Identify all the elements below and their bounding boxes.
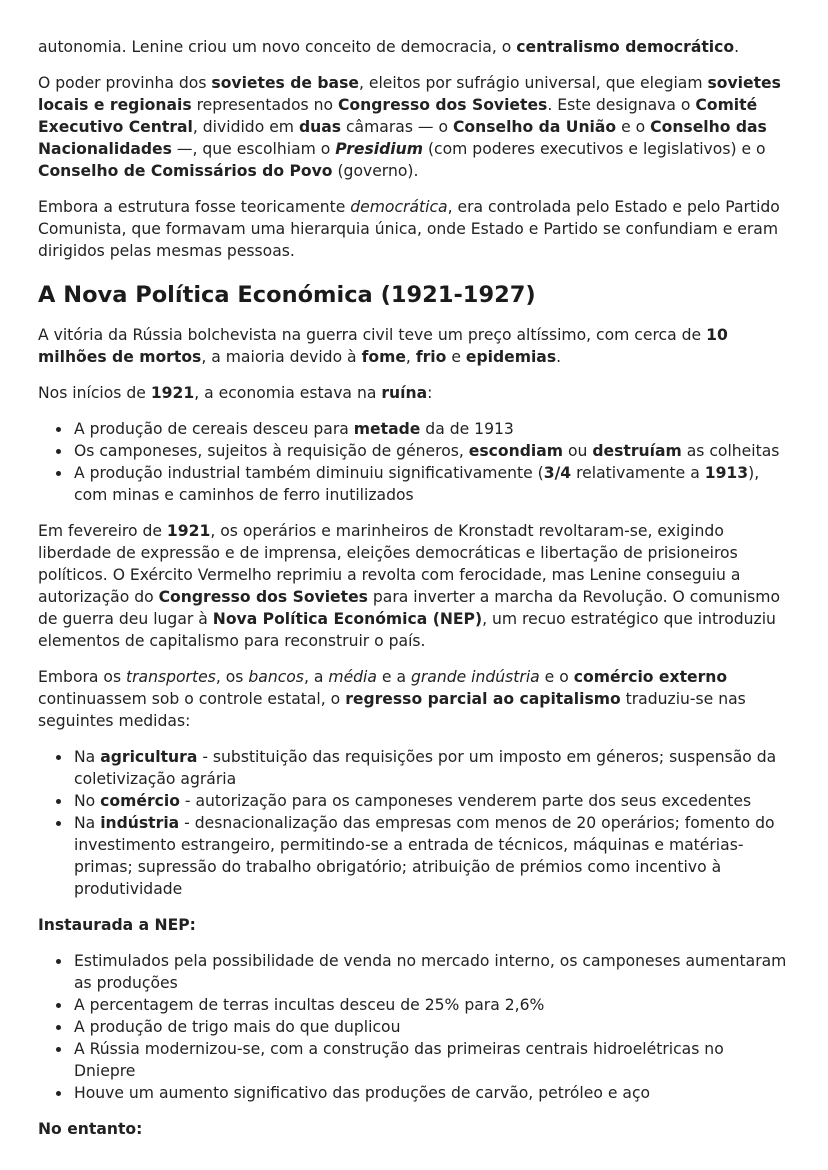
- text-run: 3/4: [543, 464, 572, 482]
- section-heading: [38, 280, 790, 310]
- text-run: comércio: [100, 792, 180, 810]
- text-run: (com poderes executivos e legislativos) e o: [423, 140, 766, 158]
- text-run: Embora a estrutura fosse teoricamente: [38, 198, 351, 216]
- paragraph: [38, 666, 790, 732]
- text-run: Estimulados pela possibilidade de venda no mercado interno, os camponeses aumentaram as produções: [74, 952, 787, 992]
- list-item: [72, 462, 790, 506]
- text-run: Os camponeses, sujeitos à requisição de géneros,: [74, 442, 469, 460]
- text-run: para inverter a marcha da Revolução. O comunismo de guerra deu lugar à: [38, 588, 781, 628]
- list-item: [72, 812, 790, 900]
- text-run: fome: [361, 348, 406, 366]
- text-run: Na: [74, 814, 101, 832]
- text-run: comércio externo: [573, 668, 728, 686]
- text-run: Conselho das Nacionalidades: [38, 118, 767, 158]
- text-run: democrática: [350, 198, 448, 216]
- paragraph: [38, 382, 790, 404]
- text-run: , um recuo estratégico que introduziu elementos de capitalismo para reconstruir o país.: [38, 610, 776, 650]
- text-run: Presidium: [335, 140, 423, 158]
- text-run: A vitória da Rússia bolchevista na guerra civil teve um preço altíssimo, com cerca de: [38, 326, 707, 344]
- text-run: e: [446, 348, 466, 366]
- text-run: Conselho de Comissários do Povo: [38, 162, 333, 180]
- text-run: bancos: [248, 668, 304, 686]
- text-run: indústria: [100, 814, 180, 832]
- text-run: .: [556, 348, 562, 366]
- text-run: , a maioria devido à: [201, 348, 362, 366]
- paragraph: [38, 72, 790, 182]
- paragraph: [38, 914, 790, 936]
- paragraph: [38, 1118, 790, 1140]
- list-item: [72, 994, 790, 1016]
- text-run: .: [734, 38, 740, 56]
- text-run: Embora os: [38, 668, 127, 686]
- bullet-list: [38, 418, 790, 506]
- text-run: A Nova Política Económica (1921-1927): [38, 282, 536, 308]
- text-run: Houve um aumento significativo das produções de carvão, petróleo e aço: [74, 1084, 651, 1102]
- text-run: A Rússia modernizou-se, com a construção das primeiras centrais hidroelétricas no Dniepre: [74, 1040, 724, 1080]
- text-run: ruína: [381, 384, 428, 402]
- text-run: duas: [298, 118, 342, 136]
- text-run: , a economia estava na: [194, 384, 382, 402]
- text-run: metade: [353, 420, 421, 438]
- text-run: centralismo democrático: [516, 38, 735, 56]
- text-run: agricultura: [100, 748, 198, 766]
- paragraph: [38, 324, 790, 368]
- text-run: ,: [405, 348, 416, 366]
- text-run: ), com minas e caminhos de ferro inutilizados: [74, 464, 760, 504]
- list-item: [72, 440, 790, 462]
- text-run: , os: [215, 668, 249, 686]
- text-run: (governo).: [332, 162, 419, 180]
- text-run: - autorização para os camponeses venderem parte dos seus excedentes: [179, 792, 752, 810]
- text-run: , eleitos por sufrágio universal, que elegiam: [358, 74, 708, 92]
- text-run: transportes: [126, 668, 216, 686]
- text-run: O poder provinha dos: [38, 74, 212, 92]
- text-run: —, que escolhiam o: [171, 140, 336, 158]
- text-run: A produção de trigo mais do que duplicou: [74, 1018, 401, 1036]
- text-run: ou: [563, 442, 593, 460]
- text-run: 1921: [166, 522, 211, 540]
- text-run: :: [427, 384, 433, 402]
- paragraph: [38, 196, 790, 262]
- text-run: Congresso dos Sovietes: [158, 588, 368, 606]
- text-run: regresso parcial ao capitalismo: [345, 690, 621, 708]
- list-item: [72, 418, 790, 440]
- text-run: A produção industrial também diminuiu significativamente (: [74, 464, 544, 482]
- list-item: [72, 746, 790, 790]
- text-run: - substituição das requisições por um imposto em géneros; suspensão da coletivização agrária: [74, 748, 777, 788]
- list-item: [72, 790, 790, 812]
- text-run: Nova Política Económica (NEP): [212, 610, 483, 628]
- bullet-list: [38, 746, 790, 900]
- text-run: , a: [303, 668, 329, 686]
- paragraph: [38, 36, 790, 58]
- text-run: traduziu-se nas seguintes medidas:: [38, 690, 746, 730]
- text-run: 1913: [704, 464, 749, 482]
- text-run: Nos inícios de: [38, 384, 151, 402]
- text-run: , os operários e marinheiros de Kronstadt revoltaram-se, exigindo liberdade de expressão e de imprensa, eleições democráticas e libertação de prisioneiros políticos. O Exército Vermelho reprimiu a revolta com ferocidade, mas Lenine conseguiu a autorização do: [38, 522, 741, 606]
- text-run: - desnacionalização das empresas com menos de 20 operários; fomento do investimento estrangeiro, permitindo-se a entrada de técnicos, máquinas e matérias-primas; supressão do trabalho obrigatório; atribuição de prémios como incentivo à produtividade: [74, 814, 775, 898]
- list-item: [72, 1038, 790, 1082]
- text-run: sovietes de base: [211, 74, 359, 92]
- text-run: Na: [74, 748, 101, 766]
- text-run: , dividido em: [192, 118, 299, 136]
- text-run: e o: [616, 118, 651, 136]
- text-run: câmaras — o: [341, 118, 453, 136]
- list-item: [72, 1082, 790, 1104]
- text-run: e o: [539, 668, 574, 686]
- text-run: destruíam: [592, 442, 682, 460]
- text-run: frio: [415, 348, 447, 366]
- text-run: e a: [376, 668, 411, 686]
- list-item: [72, 950, 790, 994]
- text-run: No: [74, 792, 101, 810]
- text-run: Conselho da União: [452, 118, 617, 136]
- text-run: 1921: [150, 384, 195, 402]
- list-item: [72, 1016, 790, 1038]
- bullet-list: [38, 950, 790, 1104]
- text-run: grande indústria: [410, 668, 540, 686]
- text-run: A produção de cereais desceu para: [74, 420, 354, 438]
- text-run: continuassem sob o controle estatal, o: [38, 690, 346, 708]
- text-run: Congresso dos Sovietes: [337, 96, 548, 114]
- text-run: epidemias: [465, 348, 557, 366]
- text-run: Em fevereiro de: [38, 522, 167, 540]
- text-run: as colheitas: [681, 442, 780, 460]
- text-run: da de 1913: [420, 420, 514, 438]
- text-run: escondiam: [468, 442, 563, 460]
- text-run: sovietes locais e regionais: [38, 74, 781, 114]
- text-run: Comité Executivo Central: [38, 96, 758, 136]
- text-run: autonomia. Lenine criou um novo conceito de democracia, o: [38, 38, 517, 56]
- text-run: 10 milhões de mortos: [38, 326, 728, 366]
- text-run: . Este designava o: [547, 96, 696, 114]
- text-run: No entanto:: [38, 1120, 143, 1138]
- paragraph: [38, 520, 790, 652]
- text-run: Instaurada a NEP:: [38, 916, 196, 934]
- text-run: relativamente a: [571, 464, 705, 482]
- text-run: A percentagem de terras incultas desceu de 25% para 2,6%: [74, 996, 545, 1014]
- text-run: representados no: [191, 96, 338, 114]
- text-run: média: [328, 668, 377, 686]
- text-run: , era controlada pelo Estado e pelo Partido Comunista, que formavam uma hierarquia única, onde Estado e Partido se confundiam e eram dirigidos pelas mesmas pessoas.: [38, 198, 780, 260]
